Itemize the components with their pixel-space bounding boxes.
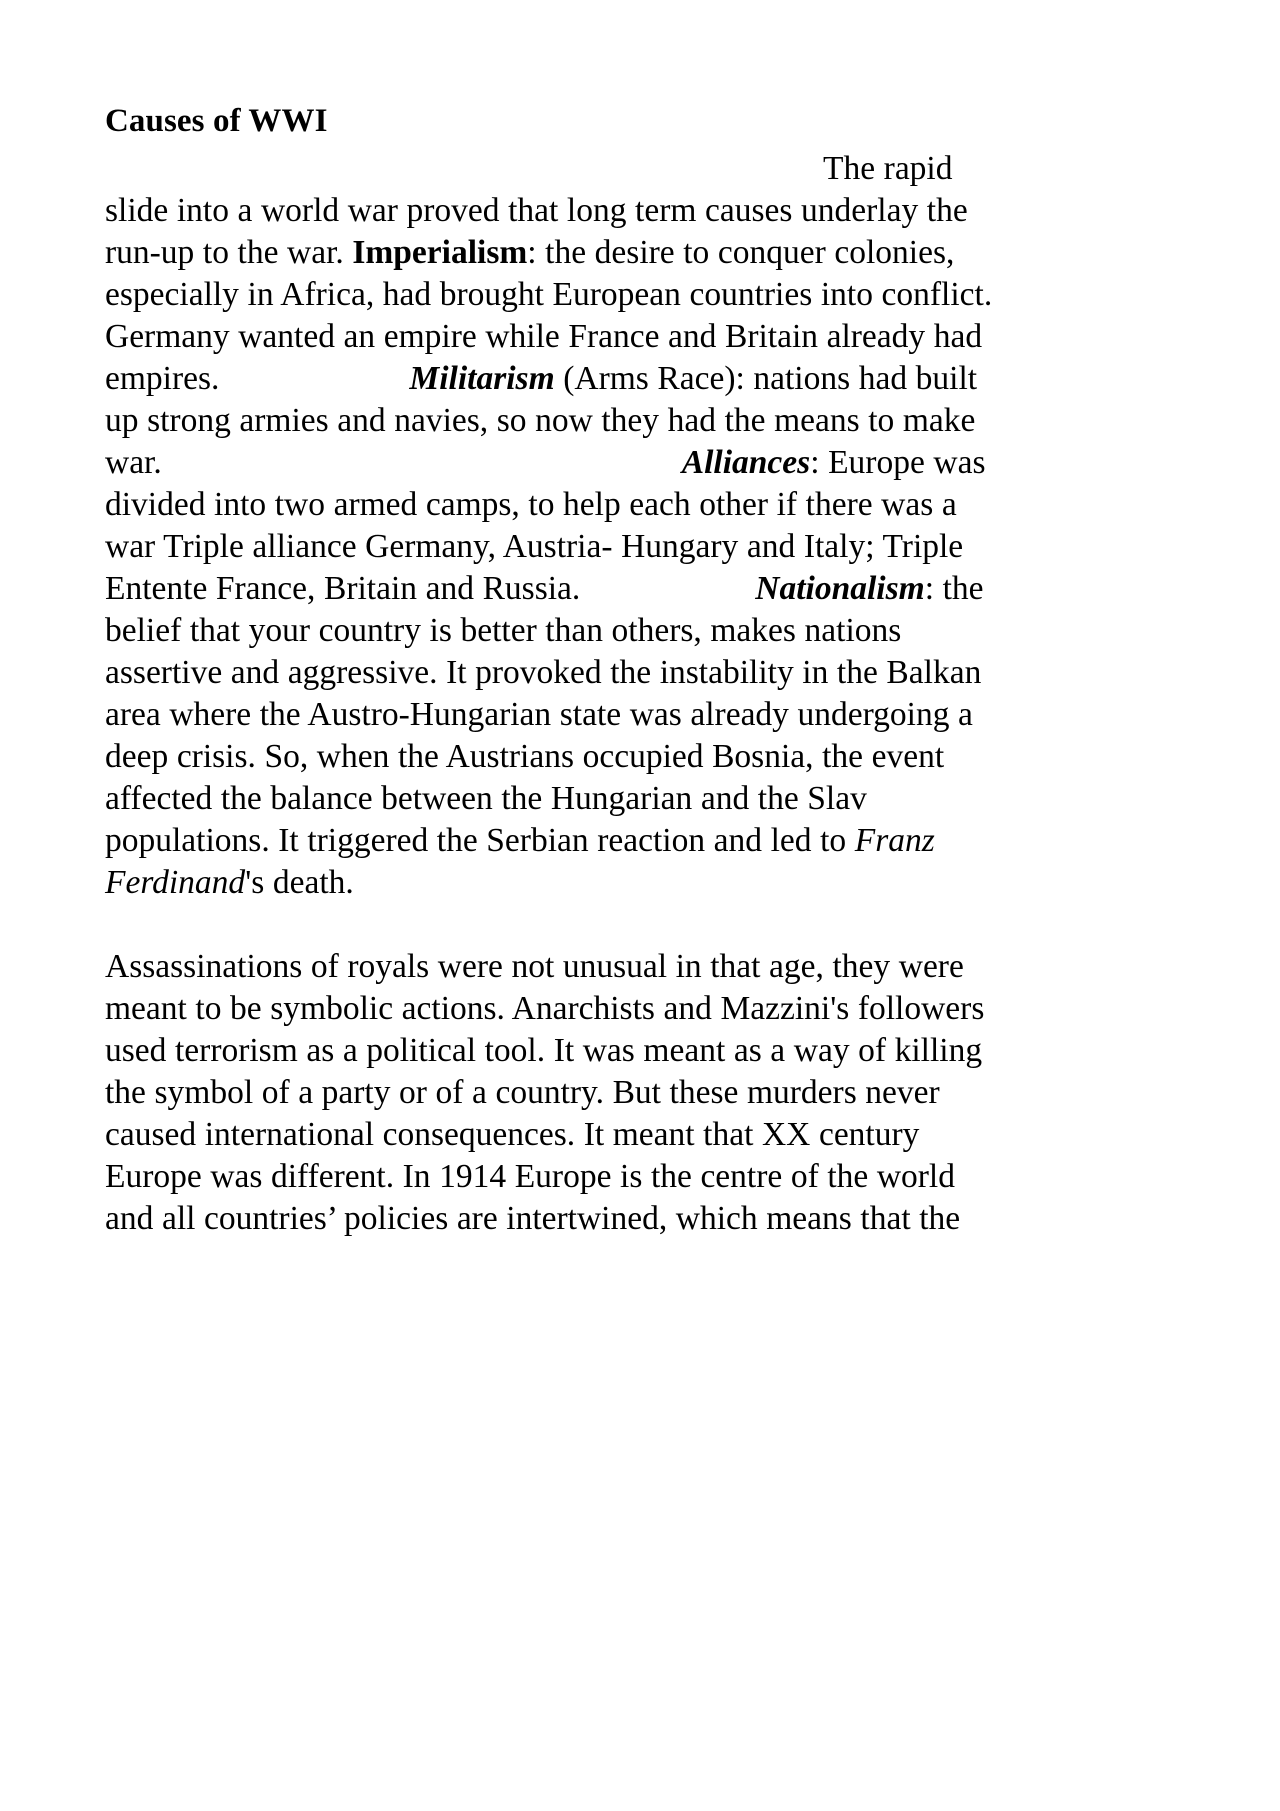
text-line-d: European countries into conflict. Germany wanted an: [105, 276, 993, 355]
text-intro: The rapid: [823, 150, 953, 187]
text-line-f-post: (Arms Race): nations had built up: [105, 360, 978, 439]
text-line-i-post: :: [810, 444, 820, 481]
text-line-m-pre: Russia.: [482, 570, 581, 607]
text-line-e: empire while France and Britain already had empires.: [105, 318, 983, 397]
term-alliances: Alliances: [681, 444, 811, 481]
text-line-n: is better than others, makes nations assertive and: [105, 612, 902, 691]
text-line-p: where the Austro-Hungarian state was already undergoing a: [169, 696, 973, 733]
text-line-a: slide into a world war proved that long term causes: [105, 192, 793, 229]
text-line-g: strong armies and navies, so now they had the means to: [147, 402, 895, 439]
paragraph-assassinations: Assassinations of royals were not unusual in that age, they were meant to be symbolic actions. Anarchists and Mazzini's followers used terrorism as a political tool. It was meant as a way of killing the symbol of a party or of a country. But these murders never caused international consequences. It meant that XX century Europe was different. In 1914 Europe is the centre of the world and all countries’ policies are intertwined, which means that the: [105, 948, 985, 1237]
text-line-r: event affected the balance between the Hungarian and the: [105, 738, 945, 817]
text-line-q: deep crisis. So, when the Austrians occupied Bosnia, the: [105, 738, 863, 775]
text-line-m-post: : the belief that your country: [105, 570, 984, 649]
page-title: Causes of WWI: [105, 103, 328, 139]
term-militarism: Militarism: [409, 360, 555, 397]
paragraph-causes: [105, 148, 998, 904]
term-imperialism: Imperialism: [352, 234, 528, 271]
text-line-b-post: : the desire to: [527, 234, 710, 271]
text-line-t-post: 's death.: [245, 864, 354, 901]
term-nationalism: Nationalism: [755, 570, 925, 607]
text-line-j: Europe was divided into two armed camps, to help each: [105, 444, 986, 523]
text-line-s: Slav populations. It triggered the Serbian reaction and led: [105, 780, 867, 859]
text-line-c: conquer colonies, especially in Africa, had brought: [105, 234, 955, 313]
text-line-h: make war.: [105, 402, 976, 481]
text-line-b-pre: underlay the run-up to the war.: [105, 192, 968, 271]
text-line-k: other if there was a war Triple alliance Germany, Austria-: [105, 486, 957, 565]
text-line-t-pre: to: [820, 822, 855, 859]
text-line-o: aggressive. It provoked the instability in the Balkan area: [105, 654, 982, 733]
text-line-l: Hungary and Italy; Triple Entente France, Britain and: [105, 528, 964, 607]
name-franz-ferdinand: Franz Ferdinand: [105, 822, 935, 901]
